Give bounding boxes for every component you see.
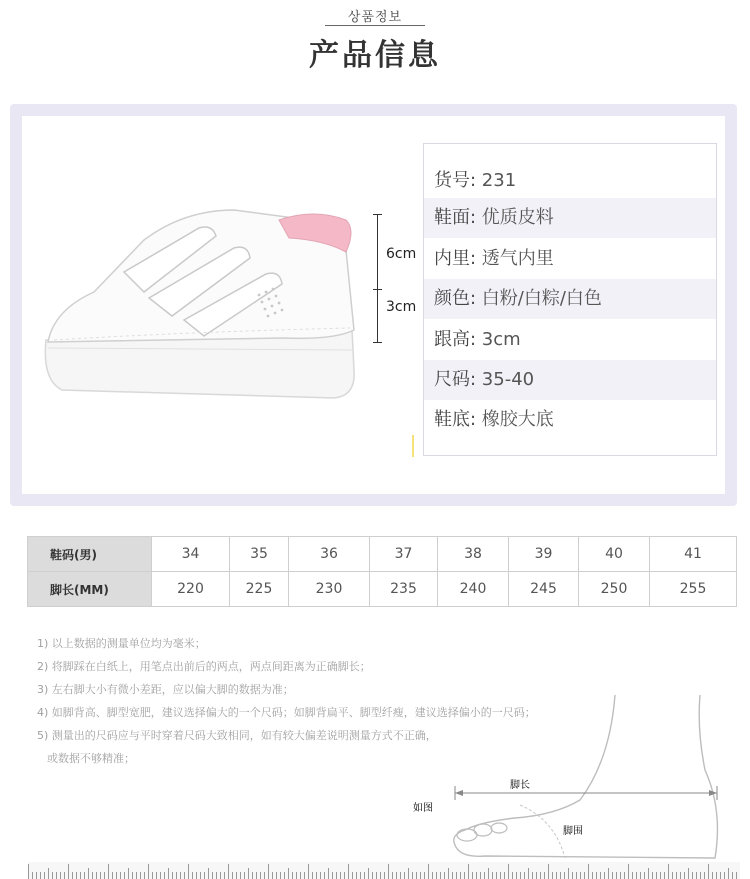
length-cell: 235 [370, 572, 438, 607]
as-shown-label: 如图 [413, 803, 433, 814]
length-cell: 230 [289, 572, 370, 607]
height-tick-top [373, 214, 382, 215]
note-4: 4) 如脚背高、脚型宽肥，建议选择偏大的一个尺码；如脚背扁平、脚型纤瘦，建议选择偏小的一尺码； [37, 706, 536, 719]
spec-panel [423, 143, 717, 456]
foot-diagram [405, 690, 735, 860]
header-subtitle: 상품정보 [347, 10, 403, 25]
size-cell: 36 [289, 537, 370, 572]
note-5: 5) 测量出的尺码应与平时穿着尺码大致相同，如有较大偏差说明测量方式不正确， [37, 729, 437, 742]
spec-row-sole: 鞋底: 橡胶大底 [434, 409, 554, 430]
length-cell: 250 [579, 572, 650, 607]
length-row-label: 脚长(MM) [28, 572, 152, 607]
height-line-upper [377, 214, 378, 290]
size-cell: 34 [152, 537, 230, 572]
length-cell: 240 [438, 572, 509, 607]
girth-label: 脚围 [563, 826, 583, 837]
dimension-lower-label: 3cm [386, 299, 417, 315]
length-label: 脚长 [510, 780, 530, 791]
note-1: 1) 以上数据的测量单位均为毫米； [37, 637, 206, 650]
page-title: 产品信息 [309, 38, 441, 73]
size-cell: 38 [438, 537, 509, 572]
table-row [28, 572, 737, 607]
length-cell: 220 [152, 572, 230, 607]
spec-row-upper: 鞋面: 优质皮料 [424, 198, 716, 238]
header-divider [325, 25, 425, 26]
size-cell: 35 [230, 537, 289, 572]
spec-row-size: 尺码: 35-40 [424, 360, 716, 400]
table-row [28, 537, 737, 572]
size-cell: 39 [509, 537, 579, 572]
decorative-mark [412, 435, 414, 457]
size-cell: 37 [370, 537, 438, 572]
length-cell: 245 [509, 572, 579, 607]
size-row-label: 鞋码(男) [28, 537, 152, 572]
size-cell: 40 [579, 537, 650, 572]
ruler-strip [28, 862, 740, 879]
spec-row-lining: 内里: 透气内里 [434, 248, 554, 269]
size-cell: 41 [650, 537, 737, 572]
spec-row-item-no: 货号: 231 [434, 170, 517, 191]
dimension-upper-label: 6cm [386, 246, 417, 262]
shoe-image [34, 180, 364, 405]
length-cell: 225 [230, 572, 289, 607]
height-line-lower [377, 290, 378, 342]
spec-row-color: 颜色: 白粉/白粽/白色 [424, 279, 716, 319]
note-3: 3) 左右脚大小有微小差距，应以偏大脚的数据为准； [37, 683, 294, 696]
size-table [27, 536, 737, 607]
note-2: 2) 将脚踩在白纸上，用笔点出前后的两点，两点间距离为正确脚长； [37, 660, 371, 673]
length-cell: 255 [650, 572, 737, 607]
height-tick-bottom [373, 342, 382, 343]
spec-row-heel-height: 跟高: 3cm [434, 329, 521, 350]
note-5-continued: 或数据不够精准； [47, 752, 135, 765]
